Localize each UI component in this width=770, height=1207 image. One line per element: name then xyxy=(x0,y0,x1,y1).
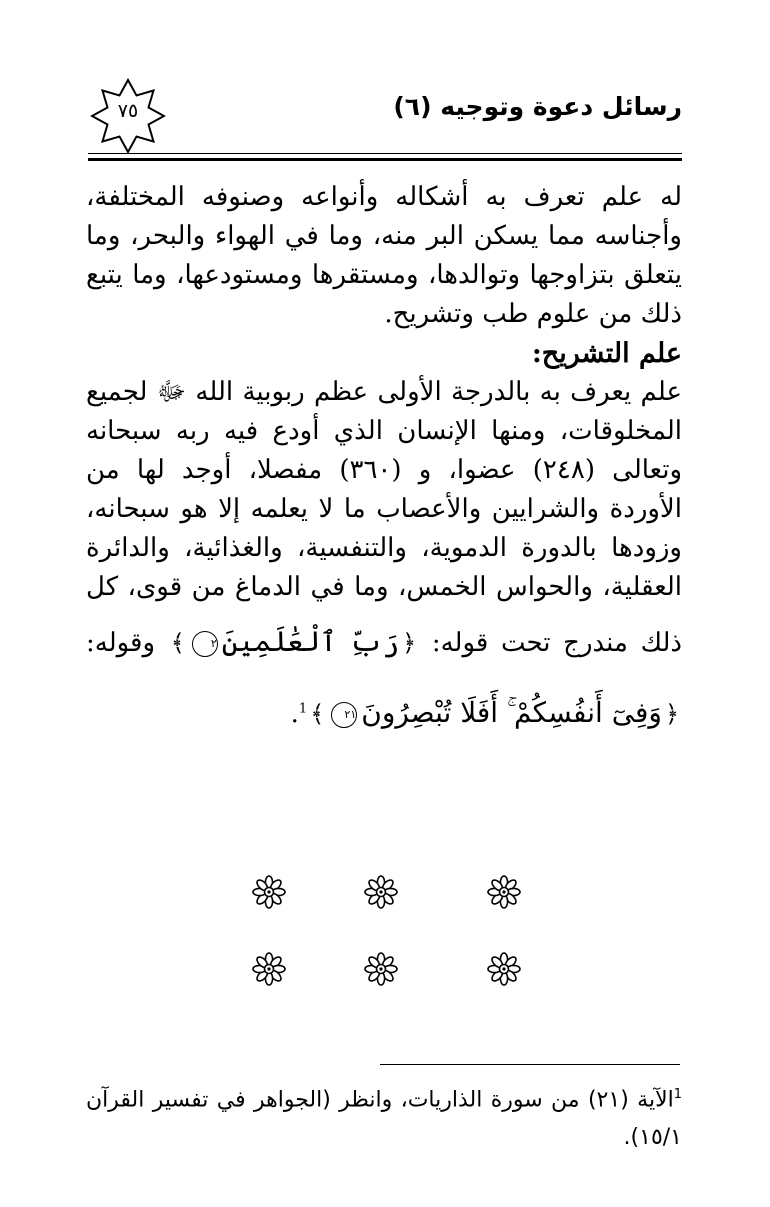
section-heading: علم التشريح: xyxy=(531,338,682,369)
ayah-number-1: ٢ xyxy=(192,631,218,657)
quote-close-bracket: ﴾ xyxy=(170,629,185,657)
footnote-marker: 1 xyxy=(673,1087,683,1102)
connector-text: وقوله: xyxy=(86,628,156,658)
quote-open-bracket: ﴿ xyxy=(402,629,417,657)
quote-1-text: رَبِّ ٱلْعَٰلَمِينَ xyxy=(221,625,400,658)
footnote-reference: 1 xyxy=(298,701,308,717)
paragraph-anatomy xyxy=(86,373,682,749)
flower-ornament-icon xyxy=(364,952,398,986)
footnote-rule xyxy=(380,1064,680,1065)
quran-quote-1 xyxy=(168,625,419,658)
flower-ornament-icon xyxy=(487,875,521,909)
flower-ornament-icon xyxy=(364,875,398,909)
paragraph-intro: له علم تعرف به أشكاله وأنواعه وصنوفه المختلفة، وأجناسه مما يسكن البر منه، وما في الهواء والبحر، وما يتعلق بتزاوجها وتوالدها، ومستقرها ومستودعها، وما يتبع ذلك من علوم طب وتشريح. xyxy=(86,182,682,329)
ayah-number-2: ٢١ xyxy=(331,702,357,728)
paragraph-anatomy-text: علم يعرف به بالدرجة الأولى عظم ربوبية الله ﷻ لجميع المخلوقات، ومنها الإنسان الذي أودع فيه ربه سبحانه وتعالى (٢٤٨) عضوا، و (٣٦٠) مفصلا، أوجد لها من الأوردة والشرايين والأعصاب ما لا يعلمه إلا هو سبحانه، وزودها بالدورة الدموية، والتنفسية، والغذائية، والدائرة العقلية، والحواس الخمس، وما في الدماغ من قوى، كل ذلك مندرج تحت قوله: xyxy=(86,377,683,658)
header-rule-thick xyxy=(88,158,682,161)
footnote xyxy=(86,1076,682,1157)
end-period: . xyxy=(290,699,299,729)
page-header xyxy=(88,78,682,168)
ornament-divider xyxy=(0,872,770,1012)
running-title: رسائل دعوة وتوجيه (٦) xyxy=(393,92,682,121)
flower-ornament-icon xyxy=(252,875,286,909)
quote-2-text: وَفِىٓ أَنفُسِكُمْ ۚ أَفَلَا تُبْصِرُونَ xyxy=(361,696,662,729)
header-rule-thin xyxy=(88,153,682,154)
quote-open-bracket: ﴿ xyxy=(664,700,679,728)
footnote-text: الآية (٢١) من سورة الذاريات، وانظر (الجواهر في تفسير القرآن ١٥/١). xyxy=(86,1087,682,1151)
flower-ornament-icon xyxy=(487,952,521,986)
quote-close-bracket: ﴾ xyxy=(310,700,325,728)
page-number: ٧٥ xyxy=(117,100,139,122)
body-text xyxy=(86,178,682,749)
flower-ornament-icon xyxy=(252,952,286,986)
quran-quote-2 xyxy=(307,696,682,729)
